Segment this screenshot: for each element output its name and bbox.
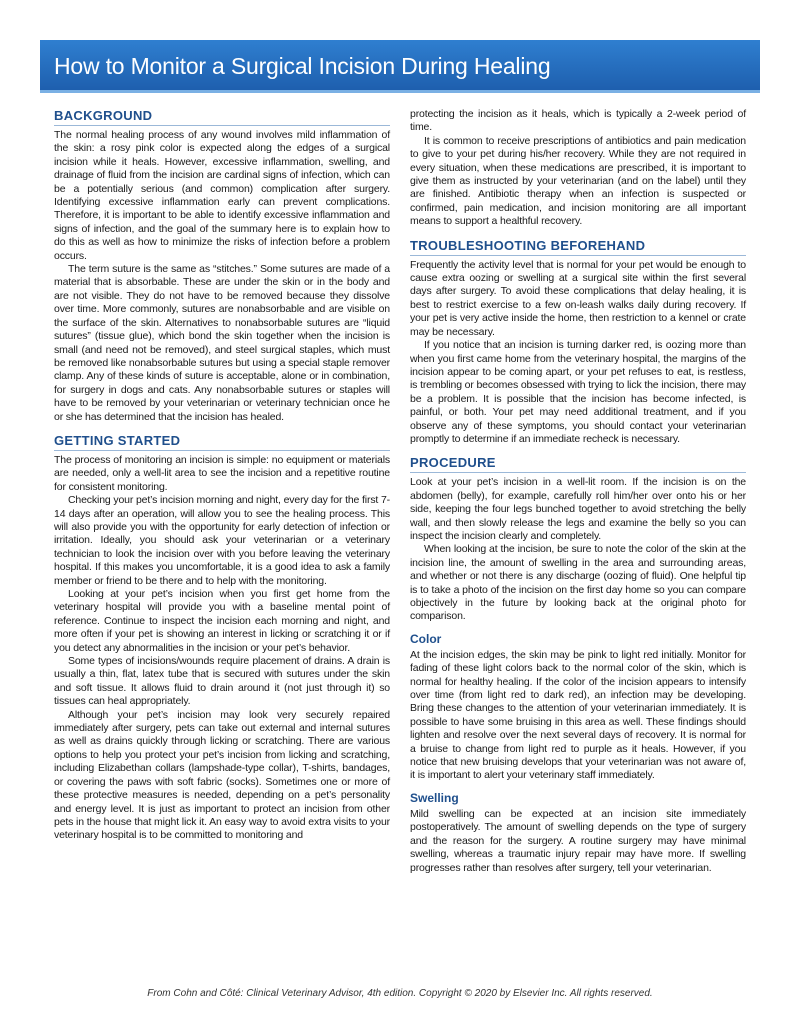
paragraph: Although your pet’s incision may look very securely repaired immediately after surgery, pets can take out external and internal sutures as well as drains quickly through licking or scratching. There are various options to help you protect your pet’s incision from licking and scratching, including Elizabethan collars (lampshade-type collar), T-shirts, bandages, or covering the paws with soft fabric (socks). Sometimes one or more of these protective measures is needed, depending on a pet’s personality and energy level. It is just as important to protect an incision from other pets in the house that might lick it. An easy way to avoid extra visits to your veterinary hospital is to be committed to monitoring and bbox=[54, 708, 390, 842]
heading-getting-started: GETTING STARTED bbox=[54, 433, 390, 451]
paragraph: Checking your pet’s incision morning and night, every day for the first 7-14 days after an operation, will allow you to see the healing process. This will also provide you with the opportunity for early detection of infection or irritation. Ideally, you should ask your veterinarian or a veterinary technician to look the incision over with you before leaving the veterinary hospital. If this makes you uncomfortable, it is a good idea to ask a family member or friend to be there and to help with the monitoring. bbox=[54, 494, 390, 587]
paragraph: The term suture is the same as “stitches.” Some sutures are made of a material that is absorbable. These are under the skin or in the body and are not visible. They do not have to be removed because they dissolve over time. More commonly, sutures are nonabsorbable and are visible on the surface of the skin. Alternatives to nonabsorbable sutures are “liquid sutures” (tissue glue), which bond the skin together when the incision is small (and need not be removed), and steel surgical staples, which must be removed like nonabsorbable sutures but using a special staple remover clamp. Any of these kinds of suture is acceptable, alone or in combination, for surgery in dogs and cats. Any nonabsorbable sutures or staples will have to be removed by your veterinarian or veterinary technician once he or she has determined that the incision has healed. bbox=[54, 263, 390, 423]
paragraph: When looking at the incision, be sure to note the color of the skin at the incision line, the amount of swelling in the area and surrounding areas, and whether or not there is any discharge (oozing of fluid). One helpful tip is to take a photo of the incision on the first day home so you can compare objectively in the future by looking back at the original photo for comparison. bbox=[410, 543, 746, 623]
paragraph: Some types of incisions/wounds require placement of drains. A drain is usually a thin, flat, latex tube that is secured with sutures under the skin and soft tissue. It allows fluid to drain around it (not just through it) so tissues can heal appropriately. bbox=[54, 655, 390, 708]
heading-swelling: Swelling bbox=[410, 790, 459, 805]
right-column bbox=[410, 108, 746, 875]
page-title: How to Monitor a Surgical Incision During Healing bbox=[54, 53, 551, 79]
heading-troubleshooting: TROUBLESHOOTING BEFOREHAND bbox=[410, 238, 746, 256]
left-column bbox=[54, 108, 390, 843]
paragraph: If you notice that an incision is turning darker red, is oozing more than when you first came home from the veterinary hospital, the margins of the incision appear to be coming apart, or your pet refuses to eat, is restless, is trembling or becomes obsessed with trying to lick the incision, there may be a problem. It is possible that the incision has become infected, is painful, or both. Your pet may need additional treatment, and if you observe any of these symptoms, you should contact your veterinarian promptly to determine if an immediate recheck is necessary. bbox=[410, 339, 746, 445]
heading-procedure: PROCEDURE bbox=[410, 455, 746, 473]
paragraph: The process of monitoring an incision is simple: no equipment or materials are needed, only a well-lit area to see the incision and a repetitive routine for consistent monitoring. bbox=[54, 453, 390, 493]
paragraph: Frequently the activity level that is normal for your pet would be enough to cause extra oozing or swelling at a surgical site within the first several days after surgery. To avoid these complications that delay healing, it is best to restrict exercise to a few on-leash walks daily during recovery. If your pet is very active inside the home, then restriction to a kennel or crate may be necessary. bbox=[410, 258, 746, 338]
heading-background: BACKGROUND bbox=[54, 108, 390, 126]
paragraph: The normal healing process of any wound involves mild inflammation of the skin: a rosy pink color is expected along the edges of a surgical incision while it heals. However, excessive inflammation, swelling, and drainage of fluid from the incision are cardinal signs of infection, which can be a potentially serious (and common) complication after surgery. Identifying excessive inflammation early can prevent complications. Therefore, it is important to be able to identify excessive inflammation and signs of infection, and the goal of the summary here is to explain how to do this as well as how to minimize the risks of infection before a problem occurs. bbox=[54, 129, 390, 262]
paragraph: Mild swelling can be expected at an incision site immediately postoperatively. The amount of swelling depends on the type of surgery and the reason for the surgery. A routine surgery may have minimal swelling, whereas a traumatic injury repair may have more. If swelling progresses rather than resolves after surgery, tell your veterinarian. bbox=[410, 807, 746, 874]
heading-color: Color bbox=[410, 631, 442, 646]
title-banner bbox=[40, 40, 760, 93]
paragraph: It is common to receive prescriptions of antibiotics and pain medication to give to your pet during his/her recovery. While they are not required in every situation, when these medications are prescribed, it is important to give them as instructed by your veterinarian (and on the label) until they are finished. Antibiotic therapy when an infection is suspected or confirmed, pain medication, and incision monitoring are all important means to support a healthful recovery. bbox=[410, 134, 746, 228]
copyright-footer: From Cohn and Côté: Clinical Veterinary Advisor, 4th edition. Copyright © 2020 by Elsevier Inc. All rights reserved. bbox=[147, 988, 653, 999]
paragraph: At the incision edges, the skin may be pink to light red initially. Monitor for fading of these light colors back to the normal color of the skin, which is normal for healthy healing. If the color of the incision appears to intensify over time (from light red to dark red), an infection may be developing. Bring these changes to the attention of your veterinarian immediately. It is possible to have some bruising in this area as well. These findings should lighten and resolve over the next several days of recovery. It is normal for a bruise to change from light red to purple as it heals. However, if you notice that new bruising develops that your veterinarian was not aware of, it is important to alert your veterinary staff immediately. bbox=[410, 648, 746, 782]
paragraph: Looking at your pet’s incision when you first get home from the veterinary hospital will provide you with a baseline mental point of reference. Continue to inspect the incision each morning and night, and more often if your pet is showing an interest in licking or scratching it or if you detect any abnormalities in the incision or your pet’s behavior. bbox=[54, 588, 390, 654]
paragraph: protecting the incision as it heals, which is typically a 2-week period of time. bbox=[410, 108, 746, 134]
paragraph: Look at your pet’s incision in a well-lit room. If the incision is on the abdomen (belly), for example, carefully roll him/her over onto his or her side, keeping the four legs bunched together to avoid stretching the belly wall, and then slowly release the legs and examine the belly so you can inspect the incision clearly and completely. bbox=[410, 476, 746, 542]
